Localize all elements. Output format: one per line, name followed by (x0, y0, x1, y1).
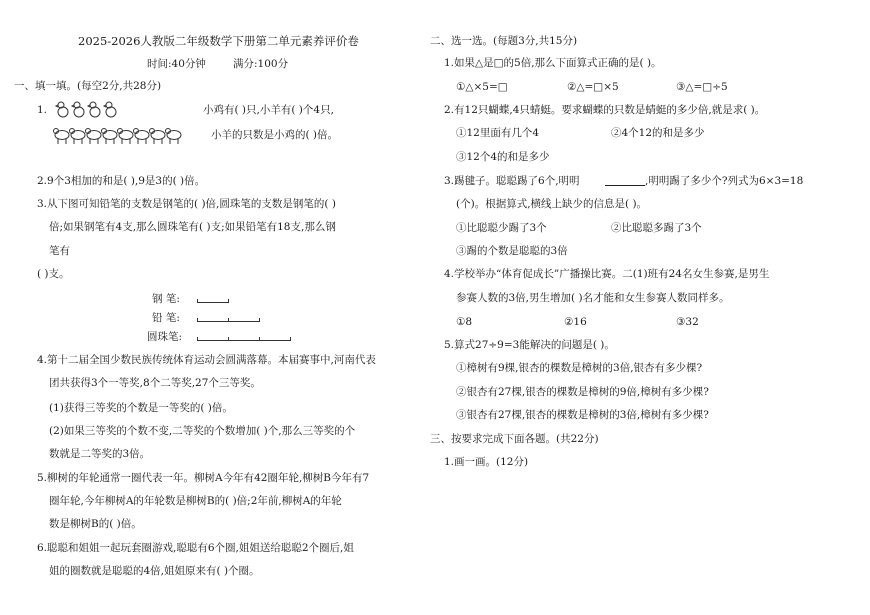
animals-picture (53, 99, 183, 147)
choice-2-question: 2.有12只蝴蝶,4只蜻蜓。要求蝴蝶的只数是蜻蜓的多少倍,就是求( )。 (444, 104, 766, 116)
choice-5-option-b: ②银杏有27棵,银杏的棵数是樟树的9倍,樟树有多少棵? (456, 386, 709, 398)
choice-3-option-c: ③踢的个数是聪聪的3倍 (456, 245, 568, 257)
choice-1-option-c: ③△=□÷5 (676, 81, 728, 93)
sheep-icon (102, 129, 118, 145)
choice-3-line-1-b: ,明明踢了多少个?列式为6×3=18 (645, 175, 804, 187)
sheep-icon (70, 129, 86, 145)
question-5-line-3: 数是柳树B的( )倍。 (49, 518, 142, 530)
chick-icon (56, 102, 68, 117)
question-2: 2.9个3相加的和是( ),9是3的( )倍。 (37, 175, 206, 187)
question-4-sub-2-line-2: 数就是二等奖的3倍。 (49, 448, 151, 460)
section-2-heading: 二、选一选。(每题3分,共15分) (430, 35, 578, 47)
sheep-icon (54, 129, 70, 145)
choice-4-line-2: 参赛人数的3倍,男生增加( )名才能和女生参赛人数同样多。 (456, 292, 730, 304)
choice-4-option-a: ①8 (456, 316, 473, 328)
question-1-line-2: 小羊的只数是小鸡的( )倍。 (211, 129, 339, 141)
section-3-heading: 三、按要求完成下面各题。(共22分) (430, 433, 599, 445)
choice-1-option-b: ②△=□×5 (567, 81, 619, 93)
question-4-sub-2-line-1: (2)如果三等奖的个数不变,二等奖的个数增加( )个,那么三等奖的个 (49, 425, 356, 437)
question-5-line-1: 5.柳树的年轮通常一圈代表一年。柳树A今年有42圈年轮,柳树B今年有7 (37, 472, 370, 484)
question-1-number: 1. (37, 104, 48, 116)
chick-icon (88, 102, 100, 117)
question-1-line-1: 小鸡有( )只,小羊有( )个4只, (203, 104, 334, 116)
sheep-icon (118, 129, 134, 145)
page-title: 2025-2026人教版二年级数学下册第二单元素养评价卷 (78, 34, 359, 48)
pen-label: 钢 笔: (152, 293, 180, 305)
section-1-heading: 一、填一填。(每空2分,共28分) (14, 80, 162, 92)
pencil-label: 铅 笔: (152, 312, 180, 324)
question-5-line-2: 圈年轮,今年柳树A的年轮数是柳树B的( )倍;2年前,柳树A的年轮 (49, 495, 342, 507)
exam-time: 时间:40分钟 (147, 58, 206, 70)
question-4-line-1: 4.第十二届全国少数民族传统体育运动会圆满落幕。本届赛事中,河南代表 (37, 354, 376, 366)
choice-5-option-a: ①樟树有9棵,银杏的棵数是樟树的3倍,银杏有多少棵? (456, 362, 703, 374)
chick-icon (72, 102, 84, 117)
choice-5-question: 5.算式27÷9=3能解决的问题是( )。 (444, 339, 615, 351)
ballpen-label: 圆珠笔: (147, 331, 183, 343)
question-3-line-4: ( )支。 (37, 268, 70, 280)
question-3-line-1: 3.从下图可知铅笔的支数是钢笔的( )倍,圆珠笔的支数是钢笔的( ) (37, 198, 336, 210)
question-3-line-2: 倍;如果钢笔有4支,那么圆珠笔有( )支;如果铅笔有18支,那么钢 (49, 221, 336, 233)
choice-3-option-b: ②比聪聪多踢了3个 (611, 222, 702, 234)
choice-4-option-c: ③32 (676, 316, 699, 328)
choice-2-option-b: ②4个12的和是多少 (611, 127, 705, 139)
choice-1-question: 1.如果△是□的5倍,那么下面算式正确的是( )。 (444, 57, 662, 69)
draw-question: 1.画一画。(12分) (444, 456, 529, 468)
sheep-icon (150, 129, 166, 145)
choice-5-option-c: ③银杏有27棵,银杏的棵数是樟树的3倍,樟树有多少棵? (456, 409, 709, 421)
question-6-line-2: 姐的圈数就是聪聪的4倍,姐姐原来有( )个圈。 (49, 565, 260, 577)
sheep-icon (134, 129, 150, 145)
sheep-icon (166, 129, 182, 145)
choice-3-blank-line (605, 185, 645, 186)
choice-2-option-c: ③12个4的和是多少 (456, 151, 550, 163)
question-4-sub-1: (1)获得三等奖的个数是一等奖的( )倍。 (49, 402, 233, 414)
choice-1-option-a: ①△×5=□ (456, 81, 508, 93)
choice-4-line-1: 4.学校举办“体育促成长”广播操比赛。二(1)班有24名女生参赛,是男生 (444, 268, 770, 280)
sheep-icon (86, 129, 102, 145)
choice-2-option-a: ①12里面有几个4 (456, 127, 540, 139)
exam-score: 满分:100分 (233, 58, 289, 70)
choice-3-option-a: ①比聪聪少踢了3个 (456, 222, 547, 234)
question-3-line-3: 笔有 (49, 245, 70, 257)
choice-3-line-2: (个)。根据算式,横线上缺少的信息是( )。 (456, 198, 648, 210)
question-6-line-1: 6.聪聪和姐姐一起玩套圈游戏,聪聪有6个圈,姐姐送给聪聪2个圈后,姐 (37, 542, 354, 554)
choice-4-option-b: ②16 (564, 316, 587, 328)
question-4-line-2: 团共获得3个一等奖,8个二等奖,27个三等奖。 (49, 377, 261, 389)
choice-3-line-1-a: 3.踢毽子。聪聪踢了6个,明明 (444, 175, 580, 187)
chick-icon (104, 102, 116, 117)
